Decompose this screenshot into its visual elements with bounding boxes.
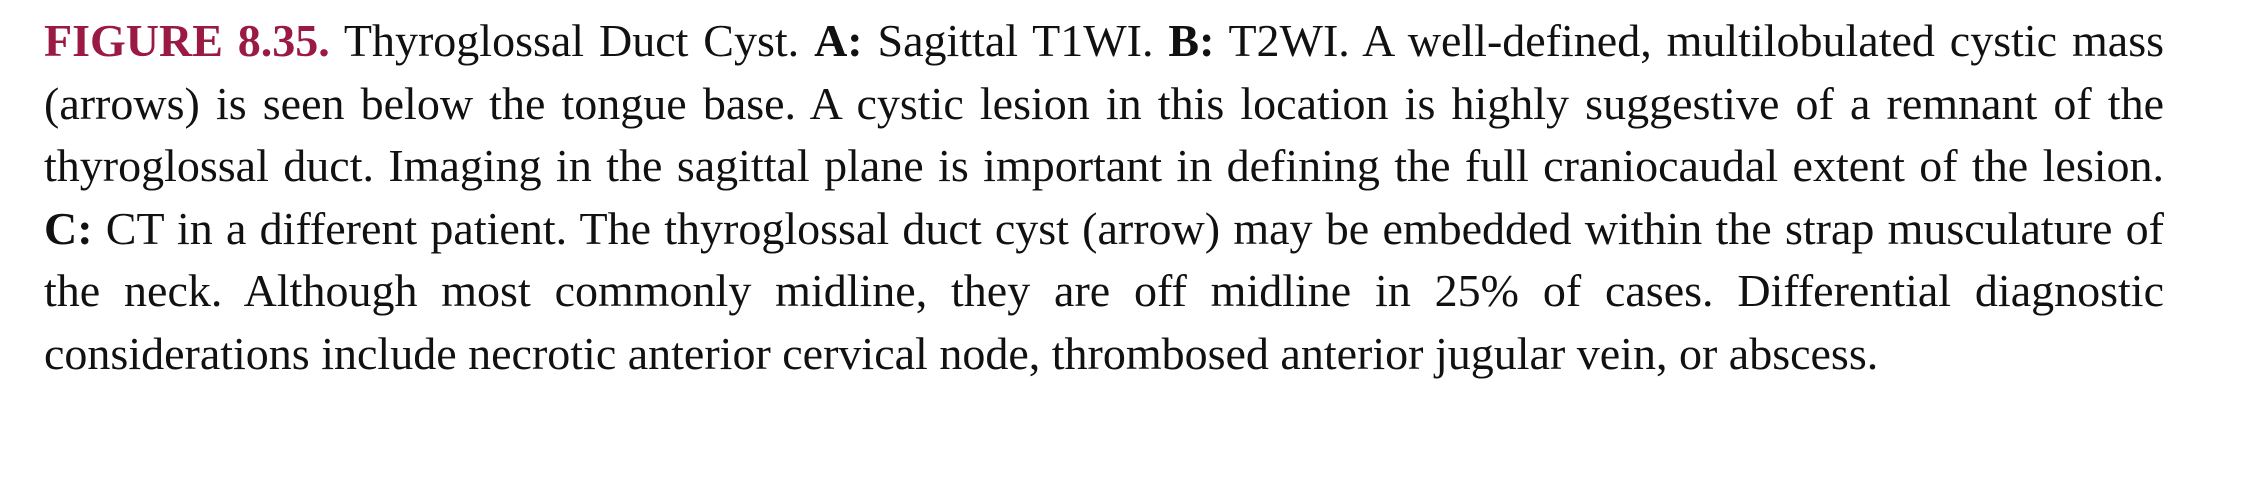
panel-a-text: Sagittal T1WI. [862, 15, 1169, 66]
panel-b-text: T2WI. A well-defined, multilobulated cystic mass (arrows) is seen below the tongue base. A cystic lesion in this location is highly suggestive of a remnant of the thyroglossal duct. Imaging in the sagittal plane is important in defining the full craniocaudal extent of the lesion. [44, 15, 2165, 191]
panel-a-label: A: [814, 15, 863, 66]
panel-c-label: C: [44, 202, 93, 254]
figure-caption [44, 10, 2164, 385]
figure-label: FIGURE 8.35. [44, 15, 330, 66]
figure-title: Thyroglossal Duct Cyst. [329, 15, 815, 66]
panel-c-text: CT in a different patient. The thyroglossal duct cyst (arrow) may be embedded within the strap musculature of the neck. Although most commonly midline, they are off midline in 25% of cases. Differential diagnostic considerations include necrotic anterior cervical node, thrombosed anterior jugular vein, or abscess. [44, 202, 2164, 379]
panel-b-label: B: [1168, 15, 1215, 66]
